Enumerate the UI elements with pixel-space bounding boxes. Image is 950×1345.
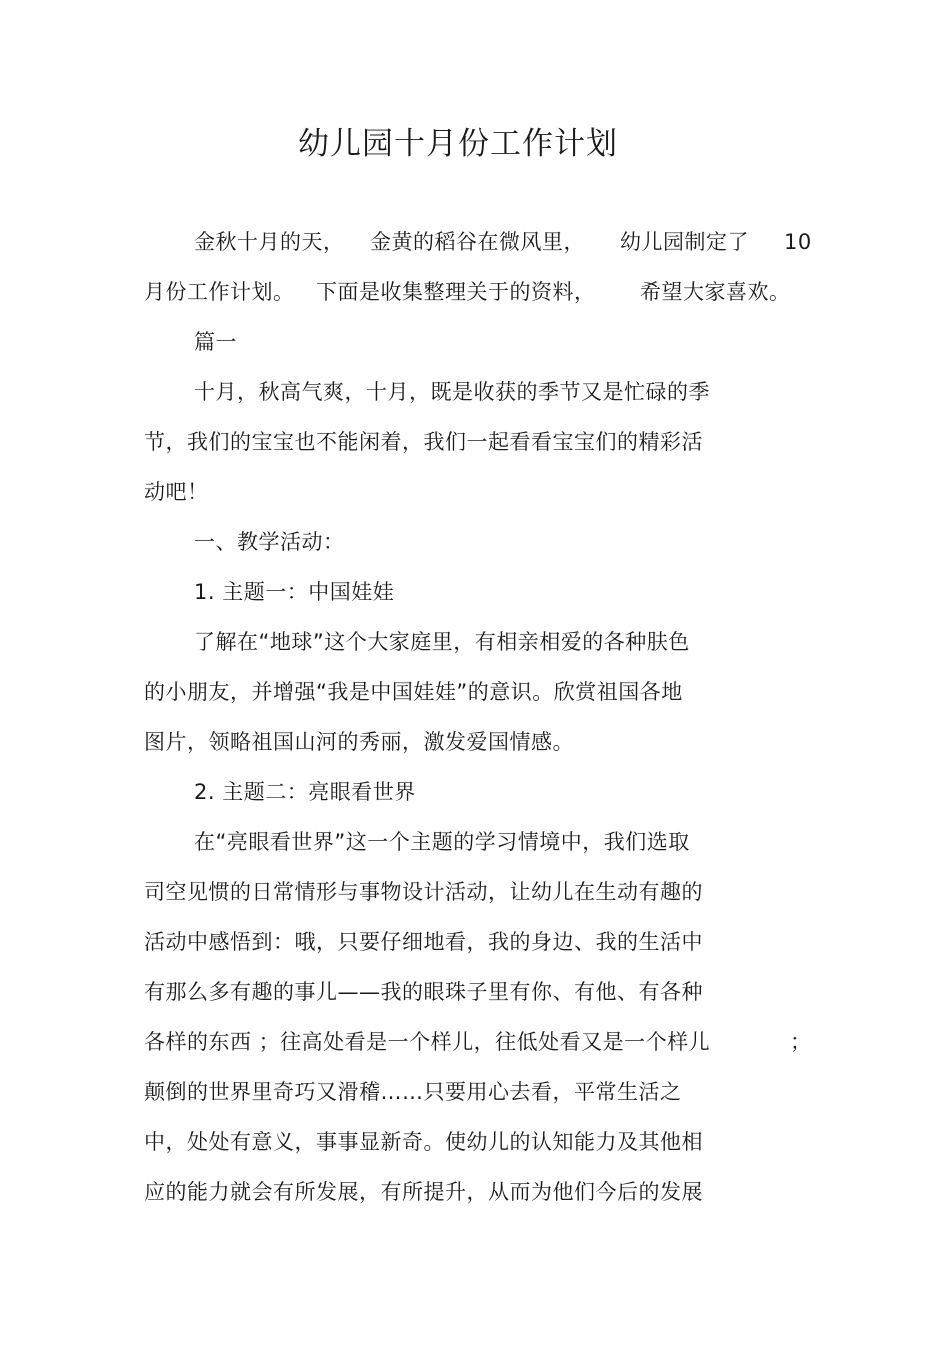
topic2-line-1: 在“亮眼看世界”这一个主题的学习情境中，我们选取	[194, 830, 690, 854]
section-label: 篇一	[194, 330, 237, 354]
topic1-heading: 1. 主题一：中国娃娃	[194, 580, 395, 604]
para1-line-1: 十月，秋高气爽，十月，既是收获的季节又是忙碌的季	[194, 380, 710, 404]
intro-line-1-seg-1: 金秋十月的天，	[194, 230, 345, 254]
topic1-line-1: 了解在“地球”这个大家庭里，有相亲相爱的各种肤色	[194, 630, 690, 654]
document-title: 幼儿园十月份工作计划	[298, 126, 618, 162]
topic2-line-2: 司空见惯的日常情形与事物设计活动，让幼儿在生动有趣的	[144, 880, 703, 904]
topic2-line-7: 中，处处有意义，事事显新奇。使幼儿的认知能力及其他相	[144, 1130, 703, 1154]
topic2-line-3: 活动中感悟到：哦，只要仔细地看，我的身边、我的生活中	[144, 930, 703, 954]
intro-line-1-seg-4: 10	[784, 230, 812, 254]
intro-line-1	[0, 227, 950, 257]
topic2-heading: 2. 主题二：亮眼看世界	[194, 780, 416, 804]
intro-line-2	[0, 277, 950, 307]
topic2-line-4: 有那么多有趣的事儿——我的眼珠子里有你、有他、有各种	[144, 980, 703, 1004]
topic1-line-3: 图片，领略祖国山河的秀丽，激发爱国情感。	[144, 730, 574, 754]
intro-line-2-seg-2: 下面是收集整理关于的资料，	[316, 280, 596, 304]
para1-line-2: 节，我们的宝宝也不能闲着，我们一起看看宝宝们的精彩活	[144, 430, 703, 454]
intro-line-1-seg-3: 幼儿园制定了	[620, 230, 749, 254]
intro-line-1-seg-2: 金黄的稻谷在微风里，	[370, 230, 585, 254]
topic2-line-5: 各样的东西 ；往高处看是一个样儿，往低处看又是一个样儿	[144, 1030, 711, 1054]
topic2-line-5-trailing-mark: ；	[790, 1030, 812, 1054]
topic1-line-2: 的小朋友，并增强“我是中国娃娃”的意识。欣赏祖国各地	[144, 680, 683, 704]
topic2-line-6: 颠倒的世界里奇巧又滑稽……只要用心去看，平常生活之	[144, 1080, 682, 1104]
intro-line-2-seg-3: 希望大家喜欢。	[640, 280, 791, 304]
intro-line-2-seg-1: 月份工作计划。	[144, 280, 295, 304]
topic2-line-8: 应的能力就会有所发展，有所提升，从而为他们今后的发展	[144, 1180, 703, 1204]
heading-teaching-activities: 一、教学活动：	[194, 530, 345, 554]
para1-line-3: 动吧！	[144, 480, 209, 504]
